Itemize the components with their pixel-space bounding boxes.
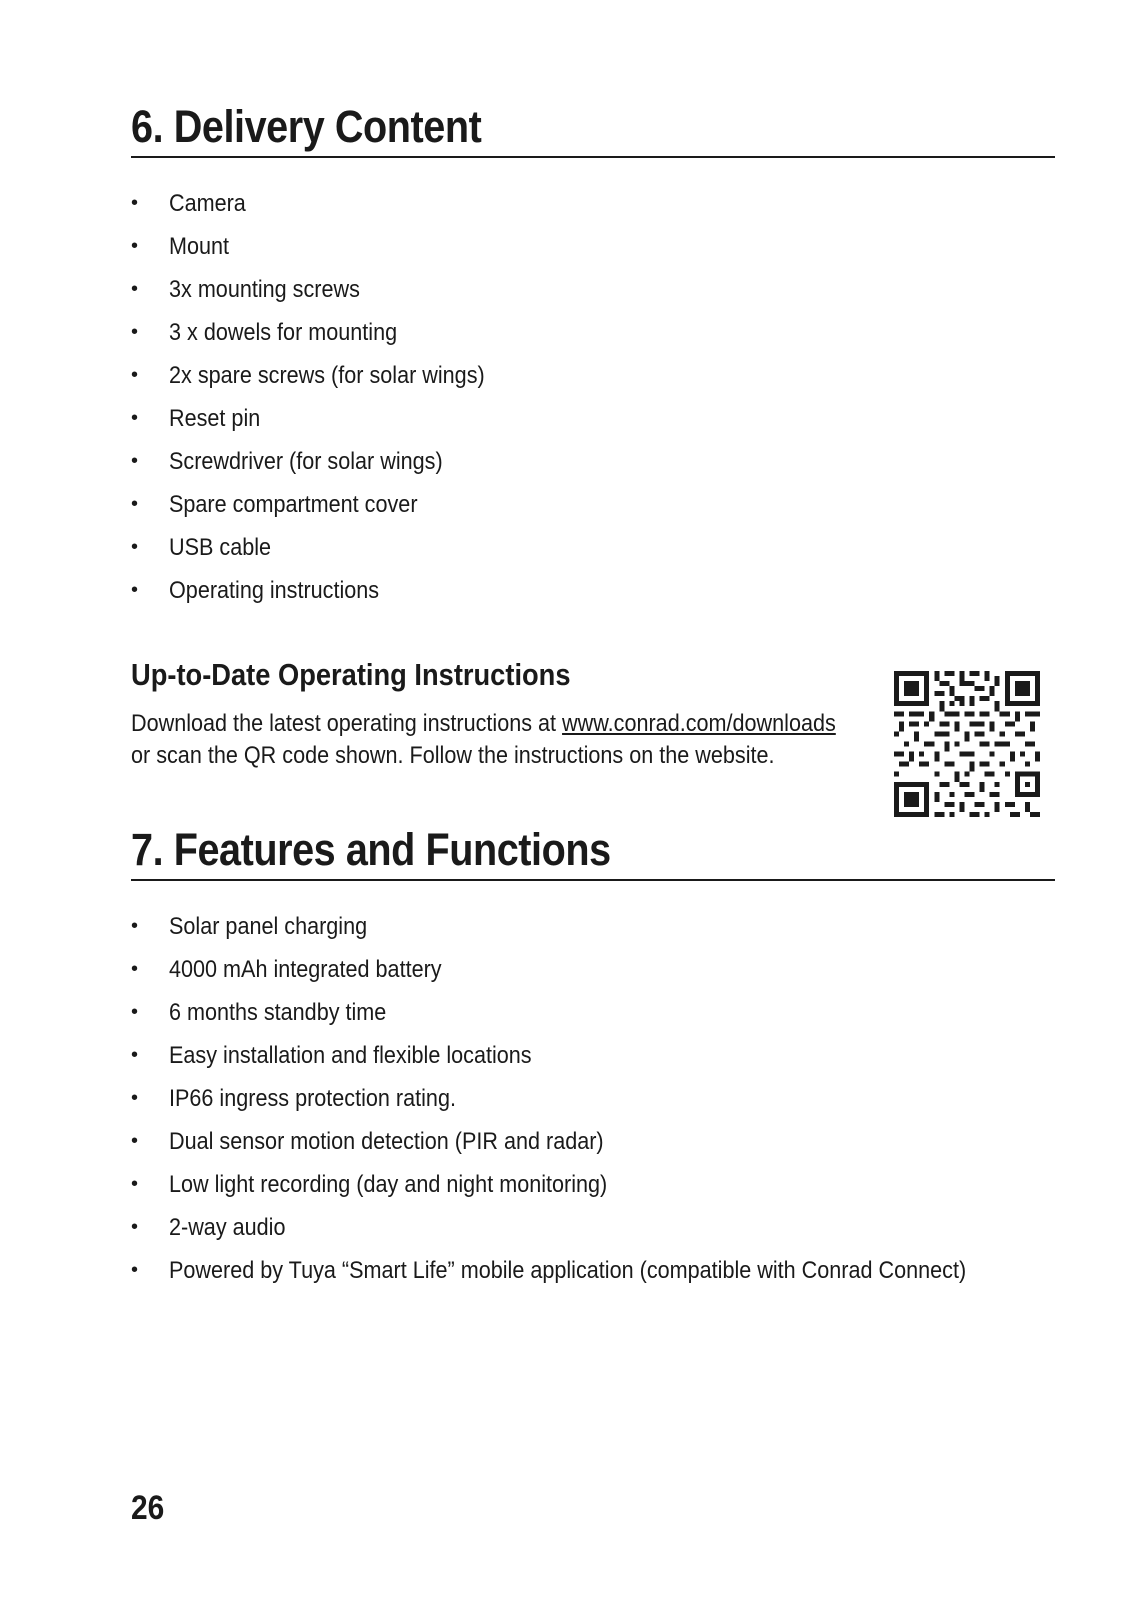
bullet-icon: • <box>131 407 139 429</box>
bullet-icon: • <box>131 192 139 214</box>
section-heading-delivery-content: 6. Delivery Content <box>131 101 482 152</box>
qr-code-icon <box>894 669 1040 819</box>
list-item-text: Powered by Tuya “Smart Life” mobile application (compatible with Conrad Connect) <box>169 1257 967 1284</box>
bullet-icon: • <box>131 915 139 937</box>
bullet-icon: • <box>131 1173 139 1195</box>
list-item <box>131 1120 1055 1163</box>
delivery-content-list <box>131 182 1055 612</box>
section-heading-features-and-functions: 7. Features and Functions <box>131 824 611 875</box>
subheading-up-to-date-instructions: Up-to-Date Operating Instructions <box>131 657 571 692</box>
list-item-text: Reset pin <box>169 405 261 432</box>
list-item-text: Solar panel charging <box>169 913 368 940</box>
list-item-text: Mount <box>169 233 230 260</box>
downloads-link[interactable]: www.conrad.com/downloads <box>562 710 836 737</box>
bullet-icon: • <box>131 1130 139 1152</box>
section-divider <box>131 879 1055 881</box>
list-item-text: 4000 mAh integrated battery <box>169 956 442 983</box>
list-item <box>131 526 1055 569</box>
list-item-text: 3 x dowels for mounting <box>169 319 398 346</box>
download-text-prefix: Download the latest operating instructions at <box>131 710 563 737</box>
manual-page <box>131 0 1055 1600</box>
bullet-icon: • <box>131 1044 139 1066</box>
list-item-text: 2-way audio <box>169 1214 286 1241</box>
list-item-text: USB cable <box>169 534 272 561</box>
list-item-text: Spare compartment cover <box>169 491 418 518</box>
list-item-text: Low light recording (day and night monitoring) <box>169 1171 608 1198</box>
bullet-icon: • <box>131 579 139 601</box>
list-item-text: 6 months standby time <box>169 999 387 1026</box>
list-item-text: 3x mounting screws <box>169 276 360 303</box>
list-item <box>131 1077 1055 1120</box>
list-item <box>131 483 1055 526</box>
list-item-text: Camera <box>169 190 246 217</box>
bullet-icon: • <box>131 1259 139 1281</box>
list-item-text: 2x spare screws (for solar wings) <box>169 362 485 389</box>
bullet-icon: • <box>131 278 139 300</box>
bullet-icon: • <box>131 235 139 257</box>
list-item <box>131 225 1055 268</box>
list-item-text: Dual sensor motion detection (PIR and radar) <box>169 1128 604 1155</box>
bullet-icon: • <box>131 493 139 515</box>
list-item <box>131 948 1055 991</box>
list-item <box>131 268 1055 311</box>
bullet-icon: • <box>131 1001 139 1023</box>
list-item-text: Easy installation and flexible locations <box>169 1042 532 1069</box>
bullet-icon: • <box>131 321 139 343</box>
list-item <box>131 440 1055 483</box>
bullet-icon: • <box>131 364 139 386</box>
list-item-text: Screwdriver (for solar wings) <box>169 448 443 475</box>
download-text-line2: or scan the QR code shown. Follow the instructions on the website. <box>131 742 775 769</box>
list-item <box>131 1034 1055 1077</box>
section-divider <box>131 156 1055 158</box>
bullet-icon: • <box>131 1087 139 1109</box>
list-item <box>131 905 1055 948</box>
download-instructions-text <box>131 708 851 772</box>
bullet-icon: • <box>131 450 139 472</box>
bullet-icon: • <box>131 536 139 558</box>
bullet-icon: • <box>131 958 139 980</box>
page-number: 26 <box>131 1489 165 1527</box>
list-item <box>131 991 1055 1034</box>
list-item <box>131 354 1055 397</box>
bullet-icon: • <box>131 1216 139 1238</box>
features-list <box>131 905 1055 1292</box>
list-item <box>131 569 1055 612</box>
list-item <box>131 311 1055 354</box>
list-item <box>131 1249 1055 1292</box>
list-item <box>131 182 1055 225</box>
list-item <box>131 397 1055 440</box>
list-item <box>131 1163 1055 1206</box>
list-item-text: Operating instructions <box>169 577 380 604</box>
list-item <box>131 1206 1055 1249</box>
list-item-text: IP66 ingress protection rating. <box>169 1085 456 1112</box>
